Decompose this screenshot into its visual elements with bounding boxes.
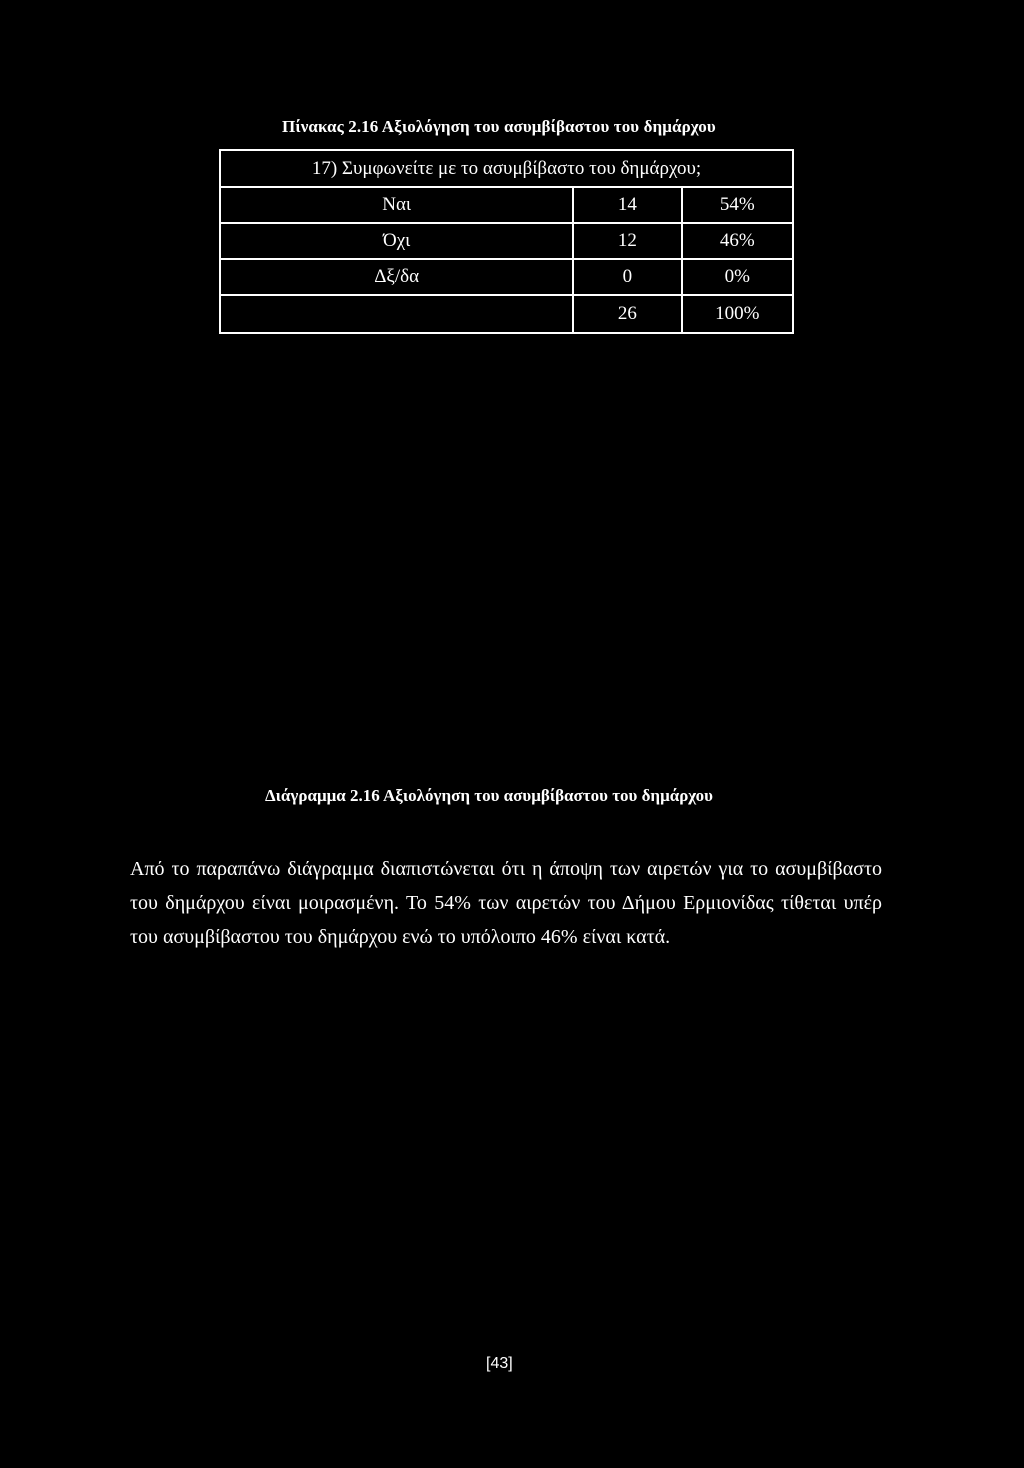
answer-count: 14 [573, 187, 681, 223]
question-cell: 17) Συμφωνείτε με το ασυμβίβαστο του δημάρχου; [220, 150, 793, 187]
answer-count: 0 [573, 259, 681, 295]
table-row [220, 223, 793, 259]
page-number: [43] [486, 1355, 513, 1372]
answer-label: Όχι [220, 223, 573, 259]
body-paragraph: Από το παραπάνω διάγραμμα διαπιστώνεται ότι η άποψη των αιρετών για το ασυμβίβαστο του δημάρχου είναι μοιρασμένη. Το 54% των αιρετών του Δήμου Ερμιονίδας τίθεται υπέρ του ασυμβίβαστου του δημάρχου ενώ το υπόλοιπο 46% είναι κατά. [130, 858, 882, 948]
total-percent: 100% [682, 295, 793, 333]
answer-label: Ναι [220, 187, 573, 223]
question-row [220, 150, 793, 187]
answer-percent: 0% [682, 259, 793, 295]
table-row [220, 259, 793, 295]
answer-count: 12 [573, 223, 681, 259]
answer-percent: 46% [682, 223, 793, 259]
diagram-caption: Διάγραμμα 2.16 Αξιολόγηση του ασυμβίβαστου του δημάρχου [265, 786, 713, 805]
total-row [220, 295, 793, 333]
total-count: 26 [573, 295, 681, 333]
survey-results-table [219, 149, 794, 334]
answer-label: Δξ/δα [220, 259, 573, 295]
total-label [220, 295, 573, 333]
table-row [220, 187, 793, 223]
answer-percent: 54% [682, 187, 793, 223]
table-caption: Πίνακας 2.16 Αξιολόγηση του ασυμβίβαστου του δημάρχου [282, 117, 716, 136]
